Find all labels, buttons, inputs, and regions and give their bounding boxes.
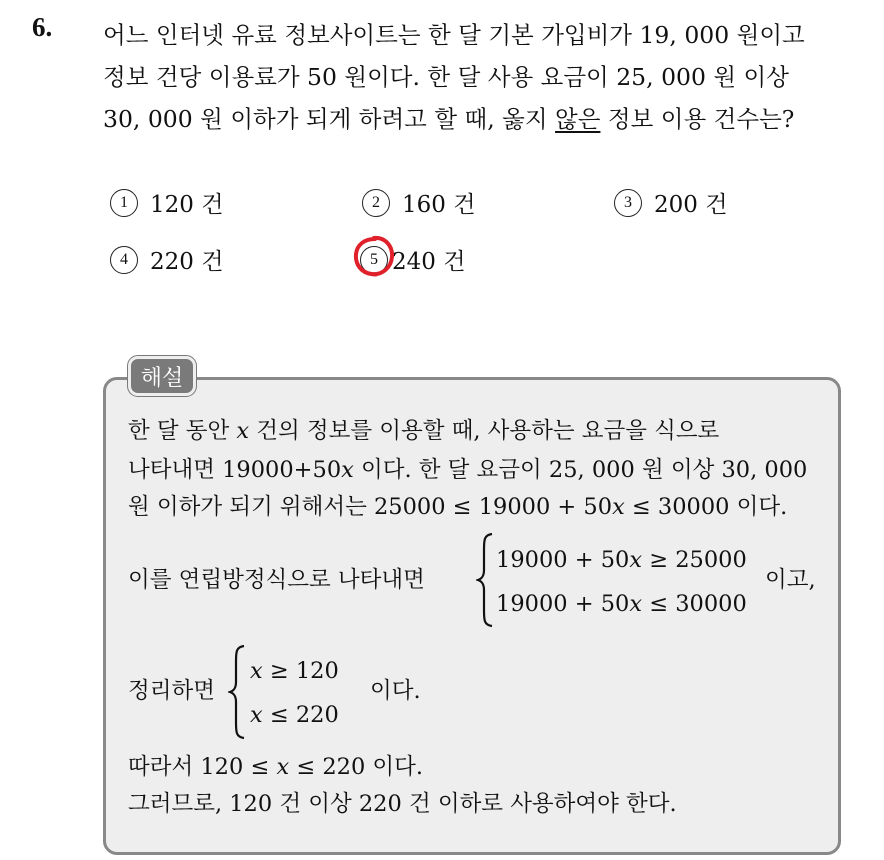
variable-x: x (629, 591, 643, 617)
text-segment: 나타내면 19000+50 (128, 457, 342, 483)
system-intro-label: 이를 연립방정식으로 나타내면 (128, 567, 425, 593)
text-segment: 한 달 동안 (128, 418, 237, 444)
question-text (103, 14, 863, 140)
question-line-1: 어느 인터넷 유료 정보사이트는 한 달 기본 가입비가 19, 000 원이고 (103, 21, 805, 49)
choice-number-circle: 1 (110, 189, 138, 217)
question-number: 6. (32, 12, 53, 42)
text-segment: 따라서 120 ≤ (128, 754, 277, 780)
solution-conclusion: 그러므로, 120 건 이상 220 건 이하로 사용하여야 한다. (128, 791, 677, 817)
choice-label: 160 건 (402, 192, 476, 218)
variable-x: x (341, 457, 354, 483)
variable-x: x (250, 658, 263, 684)
text-segment: 건의 정보를 이용할 때, 사용하는 요금을 식으로 (249, 418, 720, 444)
solution-tag: 해설 (128, 356, 196, 396)
text-segment: ≥ 25000 (642, 547, 747, 573)
solution-line-6 (128, 752, 423, 782)
choice-number-circle: 4 (110, 246, 138, 274)
text-segment: ≤ 220 이다. (289, 754, 424, 780)
system2-tail: 이다. (370, 678, 421, 704)
text-segment: 19000 + 50 (496, 591, 630, 617)
text-segment: 원 이하가 되기 위해서는 25000 ≤ 19000 + 50 (128, 494, 613, 520)
selected-answer-circle-icon (352, 234, 396, 278)
choice-2[interactable] (362, 186, 475, 219)
variable-x: x (250, 702, 263, 728)
system1-row-2 (496, 589, 747, 619)
solution-line-2 (128, 455, 807, 485)
left-brace-icon (476, 532, 494, 628)
simplify-label: 정리하면 (128, 678, 215, 704)
choice-label: 240 건 (392, 249, 466, 275)
variable-x: x (629, 547, 643, 573)
question-line-3 (103, 98, 863, 140)
text-segment: ≥ 120 (262, 658, 339, 684)
system1-row-1 (496, 545, 747, 575)
text-segment: ≤ 30000 이다. (624, 494, 788, 520)
choice-3[interactable] (614, 186, 727, 219)
text-segment: ≤ 30000 (642, 591, 747, 617)
text-segment: ≤ 220 (262, 702, 339, 728)
variable-x: x (276, 754, 290, 780)
solution-line-1 (128, 416, 719, 446)
question-line-3-start: 30, 000 원 이하가 되게 하려고 할 때, 옳지 (103, 105, 556, 133)
underlined-negation: 않은 (555, 105, 601, 133)
choice-number-circle: 5 (360, 246, 388, 274)
left-brace-icon (228, 644, 246, 740)
choice-number-circle: 2 (362, 189, 390, 217)
variable-x: x (236, 418, 250, 444)
choice-4[interactable] (110, 243, 223, 276)
question-line-2: 정보 건당 이용료가 50 원이다. 한 달 사용 요금이 25, 000 원 이상 (103, 63, 789, 91)
choice-1[interactable] (110, 186, 223, 219)
choice-number-circle: 3 (614, 189, 642, 217)
system2-row-2 (250, 700, 339, 730)
variable-x: x (612, 494, 625, 520)
choice-label: 200 건 (654, 192, 728, 218)
choice-label: 120 건 (150, 192, 224, 218)
question-line-3-end: 정보 이용 건수는? (600, 105, 795, 133)
solution-line-3 (128, 492, 787, 522)
text-segment: 19000 + 50 (496, 547, 630, 573)
system1-tail: 이고, (765, 567, 816, 593)
choice-label: 220 건 (150, 249, 224, 275)
system2-row-1 (250, 656, 339, 686)
text-segment: 이다. 한 달 요금이 25, 000 원 이상 30, 000 (353, 457, 808, 483)
